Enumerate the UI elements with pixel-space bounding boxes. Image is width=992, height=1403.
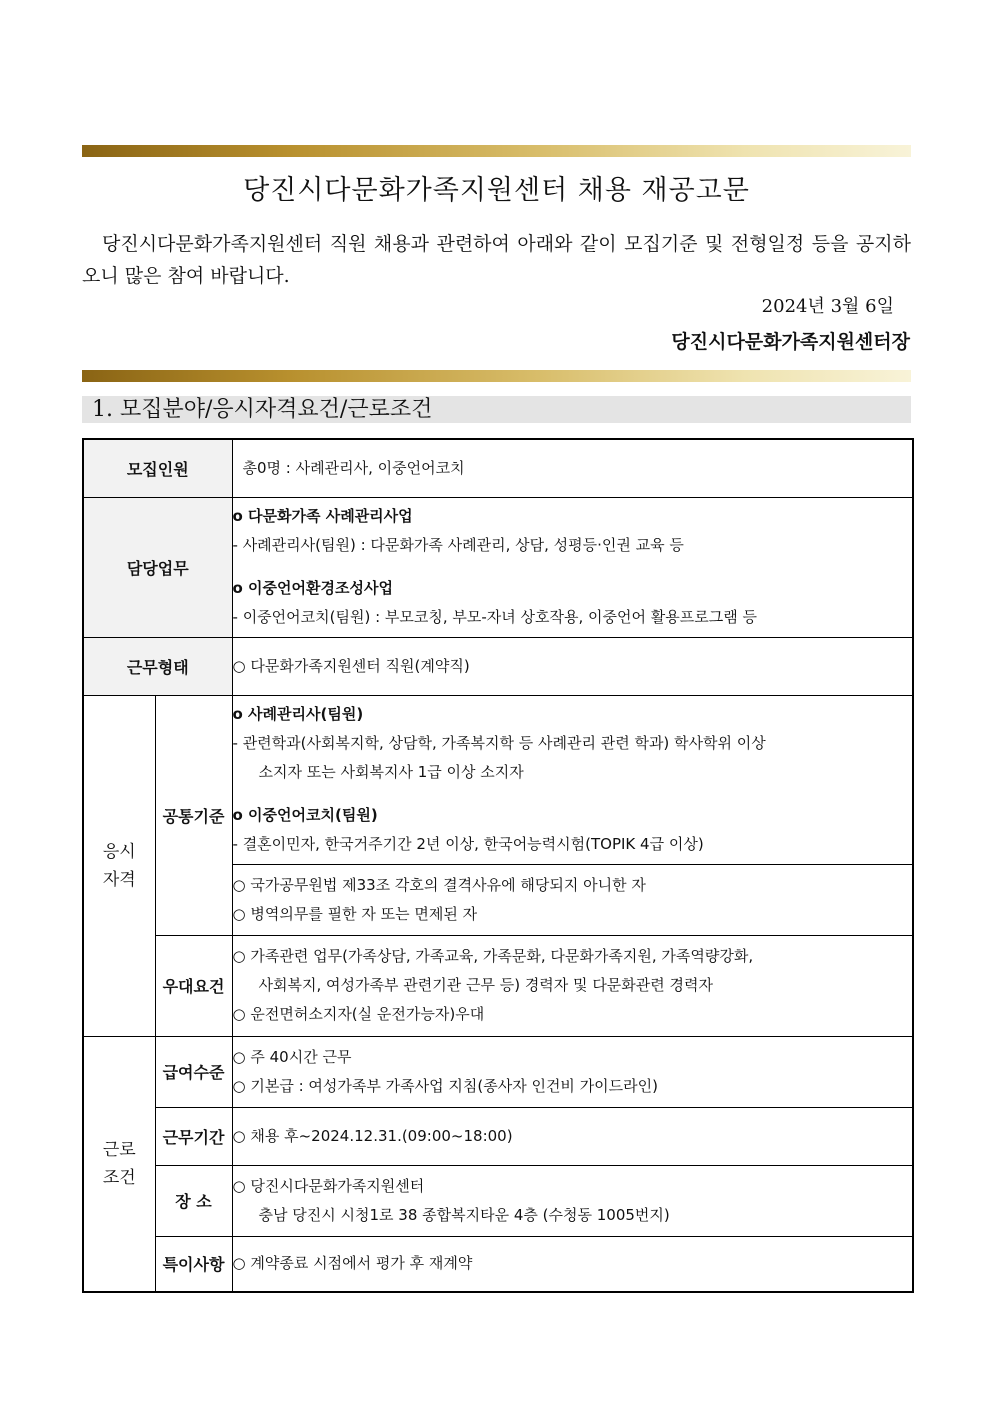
qual-line-caseworker-1: - 관련학과(사회복지학, 상담학, 가족복지학 등 사례관리 관련 학과) 학사학위 이상 [232, 734, 766, 752]
row-preference [83, 935, 913, 1036]
bottom-gold-divider [82, 370, 911, 382]
qualification-label-line1: 응시 [102, 841, 136, 862]
conditions-label-line2: 조건 [102, 1167, 136, 1188]
place-line-2: 충남 당진시 시청1로 38 종합복지타운 4층 (수청동 1005번지) [258, 1205, 670, 1224]
row-recruit [83, 439, 913, 497]
worktype-label: 근무형태 [83, 637, 232, 695]
row-qualification-common [83, 695, 913, 864]
page-title: 당진시다문화가족지원센터 채용 재공고문 [243, 175, 750, 206]
qual-extra-1: ○ 국가공무원법 제33조 각호의 결격사유에 해당되지 아니한 자 [232, 875, 646, 894]
note-label: 특이사항 [155, 1236, 232, 1292]
qual-extra-2: ○ 병역의무를 필한 자 또는 면제된 자 [232, 904, 478, 923]
common-criteria-cell [232, 695, 913, 864]
salary-line-1: ○ 주 40시간 근무 [232, 1047, 352, 1066]
worktype-cell [232, 637, 913, 695]
qualification-label [83, 695, 155, 1036]
qualification-extra-cell [232, 864, 913, 935]
period-cell [232, 1107, 913, 1165]
place-label: 장 소 [155, 1165, 232, 1236]
place-line-1: ○ 당진시다문화가족지원센터 [232, 1176, 425, 1195]
salary-cell [232, 1036, 913, 1107]
note-cell [232, 1236, 913, 1292]
preference-cell [232, 935, 913, 1036]
recruit-label: 모집인원 [83, 439, 232, 497]
qual-head-caseworker: o 사례관리사(팀원) [232, 705, 364, 723]
salary-line-2: ○ 기본급 : 여성가족부 가족사업 지침(종사자 인건비 가이드라인) [232, 1076, 658, 1095]
intro-paragraph: 당진시다문화가족지원센터 직원 채용과 관련하여 아래와 같이 모집기준 및 전형일정 등을 공지하오니 많은 참여 바랍니다. [82, 233, 911, 287]
note-text: ○ 계약종료 시점에서 평가 후 재계약 [232, 1254, 473, 1273]
pref-line-1b: 사회복지, 여성가족부 관련기관 근무 등) 경력자 및 다문화관련 경력자 [258, 976, 714, 994]
conditions-label [83, 1036, 155, 1292]
pref-line-1a: ○ 가족관련 업무(가족상담, 가족교육, 가족문화, 다문화가족지원, 가족역량강화, [232, 947, 754, 965]
row-worktype [83, 637, 913, 695]
qual-line-caseworker-2: 소지자 또는 사회복지사 1급 이상 소지자 [258, 763, 524, 781]
pref-line-2: ○ 운전면허소지자(실 운전가능자)우대 [232, 1005, 485, 1023]
conditions-label-line1: 근로 [102, 1139, 136, 1160]
top-gold-divider [82, 145, 911, 157]
duties-line-bilingual: - 이중언어코치(팀원) : 부모코칭, 부모-자녀 상호작용, 이중언어 활용프로그램 등 [232, 608, 757, 626]
period-label: 근무기간 [155, 1107, 232, 1165]
place-cell [232, 1165, 913, 1236]
row-period [83, 1107, 913, 1165]
organization-name: 당진시다문화가족지원센터장 [671, 331, 910, 353]
preference-label: 우대요건 [155, 935, 232, 1036]
announcement-date: 2024년 3월 6일 [761, 296, 894, 317]
duties-label: 담당업무 [83, 497, 232, 637]
period-text: ○ 채용 후~2024.12.31.(09:00~18:00) [232, 1126, 513, 1145]
duties-cell [232, 497, 913, 637]
duties-line-casework: - 사례관리사(팀원) : 다문화가족 사례관리, 상담, 성평등·인권 교육 등 [232, 536, 684, 554]
qualification-label-line2: 자격 [102, 869, 136, 890]
duties-head-bilingual: o 이중언어환경조성사업 [232, 579, 393, 597]
row-salary [83, 1036, 913, 1107]
recruit-text: 총0명 : 사례관리사, 이중언어코치 [242, 458, 465, 477]
worktype-text: ○ 다문화가족지원센터 직원(계약직) [232, 656, 470, 675]
common-criteria-label: 공통기준 [155, 695, 232, 935]
salary-label: 급여수준 [155, 1036, 232, 1107]
row-note [83, 1236, 913, 1292]
recruitment-table [82, 438, 914, 1293]
qual-line-bilingual: - 결혼이민자, 한국거주기간 2년 이상, 한국어능력시험(TOPIK 4급 이상) [232, 835, 704, 853]
recruit-cell [232, 439, 913, 497]
qual-head-bilingual: o 이중언어코치(팀원) [232, 806, 378, 824]
section-heading: 1. 모집분야/응시자격요건/근로조건 [82, 396, 911, 423]
duties-head-casework: o 다문화가족 사례관리사업 [232, 507, 413, 525]
row-place [83, 1165, 913, 1236]
row-duties [83, 497, 913, 637]
